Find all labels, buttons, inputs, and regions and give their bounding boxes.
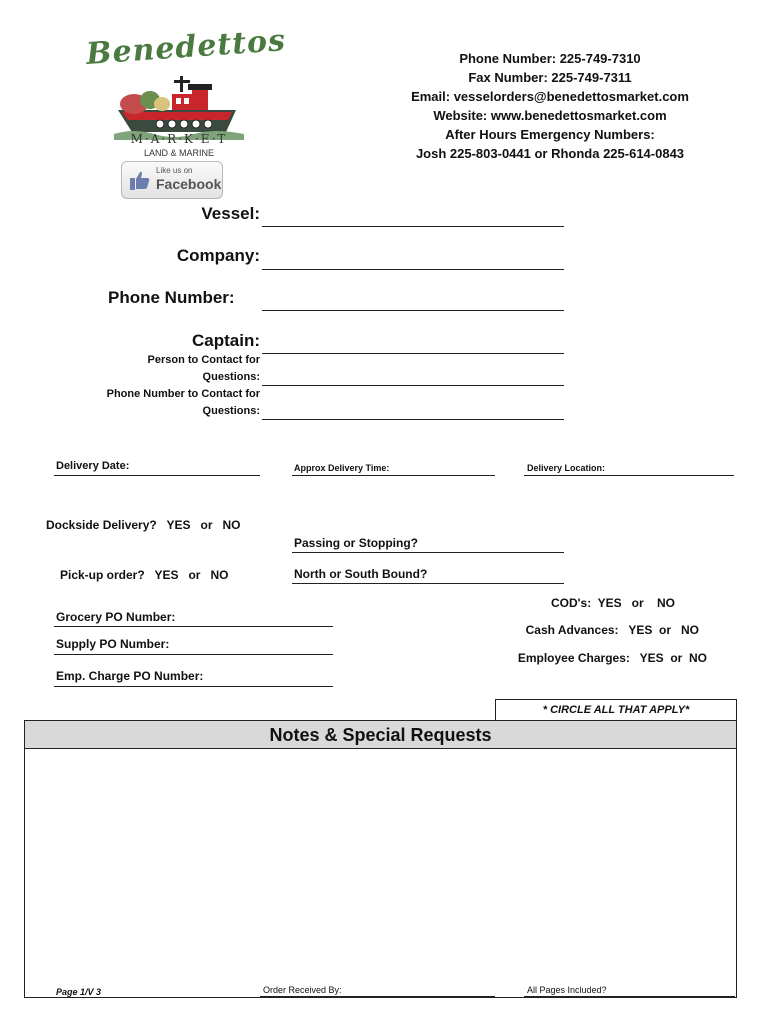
contact-phone-field[interactable] [262,419,564,420]
grocery-po-field[interactable] [54,626,333,627]
notes-area[interactable] [25,749,736,997]
pickup-order-question: Pick-up order? YES or NO [60,568,229,582]
vessel-label: Vessel: [201,204,260,223]
contact-website: Website: www.benedettosmarket.com [433,108,667,123]
all-pages-field[interactable] [524,996,735,997]
delivery-location-label: Delivery Location: [527,463,606,473]
delivery-location-field[interactable] [524,475,734,476]
passing-stopping-field[interactable] [292,552,564,553]
page-number: Page 1/V 3 [56,987,102,997]
company-field[interactable] [262,269,564,270]
delivery-time-label: Approx Delivery Time: [294,463,390,473]
passing-stopping-label: Passing or Stopping? [294,536,419,550]
contact-email: Email: vesselorders@benedettosmarket.com [411,89,689,104]
facebook-like-text: Like us on [156,166,193,175]
emp-charge-po-label: Emp. Charge PO Number: [56,669,204,683]
delivery-date-label: Delivery Date: [56,460,130,472]
circle-all-note: * CIRCLE ALL THAT APPLY* [542,704,690,716]
facebook-like-button[interactable] [121,161,223,199]
contact-person-field[interactable] [262,385,564,386]
cods-question: COD's: YES or NO [551,596,675,610]
contact-person-label-1: Person to Contact for [147,354,260,366]
supply-po-label: Supply PO Number: [56,637,170,651]
contact-phone: Phone Number: 225-749-7310 [459,51,641,66]
all-pages-label: All Pages Included? [527,985,607,995]
contact-fax: Fax Number: 225-749-7311 [468,70,632,85]
delivery-time-field[interactable] [292,475,495,476]
notes-title: Notes & Special Requests [25,721,736,749]
order-received-field[interactable] [260,996,495,997]
grocery-po-label: Grocery PO Number: [56,610,176,624]
facebook-brand: Facebook [156,176,222,192]
contact-after-hours: After Hours Emergency Numbers: [445,127,655,142]
emp-charge-po-field[interactable] [54,686,333,687]
north-south-label: North or South Bound? [294,567,428,581]
supply-po-field[interactable] [54,654,333,655]
company-label: Company: [176,246,260,265]
contact-phone-label-2: Questions: [202,405,260,417]
contact-emergency: Josh 225-803-0441 or Rhonda 225-614-0843 [415,146,685,161]
contact-phone-label-1: Phone Number to Contact for [106,388,260,400]
logo-tagline: LAND & MARINE [143,148,214,158]
order-received-label: Order Received By: [263,985,342,995]
logo-name: Benedettos [85,23,288,72]
cash-advances-question: Cash Advances: YES or NO [525,623,699,637]
vessel-field[interactable] [262,226,564,227]
dockside-delivery-question: Dockside Delivery? YES or NO [46,518,241,532]
phone-number-field[interactable] [262,310,564,311]
employee-charges-question: Employee Charges: YES or NO [517,651,707,665]
north-south-field[interactable] [292,583,564,584]
notes-box [24,720,737,998]
logo [85,23,288,163]
captain-field[interactable] [262,353,564,354]
phone-number-label: Phone Number: [108,288,235,307]
thumbs-up-icon [129,169,151,191]
contact-person-label-2: Questions: [202,371,260,383]
captain-label: Captain: [192,331,260,350]
logo-market: M·A·R·K·E·T [130,132,228,146]
circle-all-box [495,699,737,721]
delivery-date-field[interactable] [54,475,260,476]
